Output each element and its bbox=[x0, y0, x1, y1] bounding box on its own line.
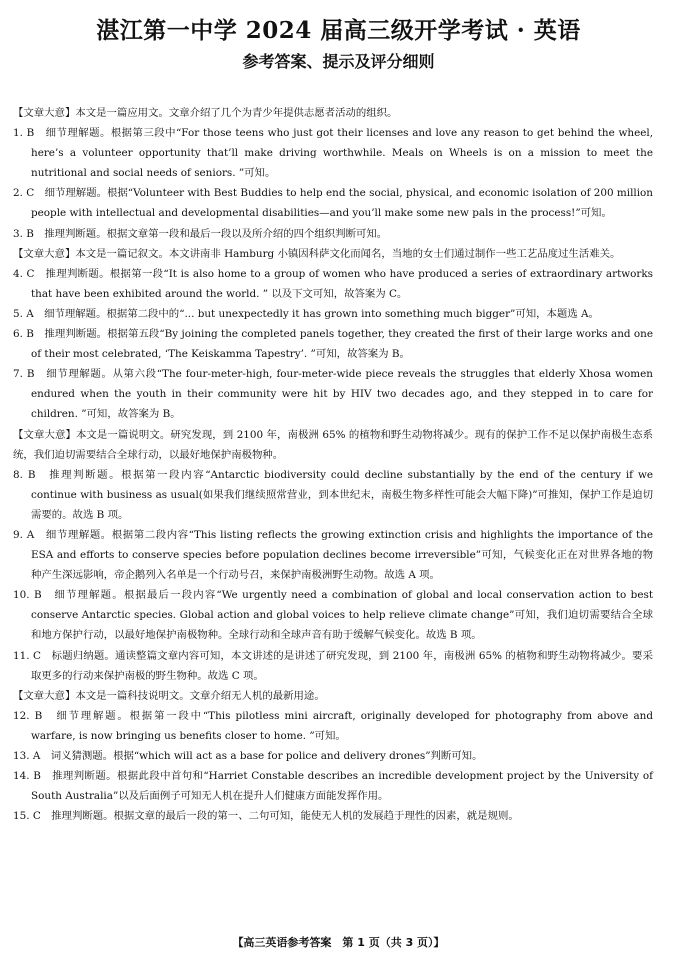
page-subtitle: 参考答案、提示及评分细则 bbox=[242, 52, 435, 71]
answer-body bbox=[13, 103, 653, 826]
answer-item: 5. A 细节理解题。根据第二段中的“... but unexpectedly it has grown into something much bigger”可知，本题选 A。 bbox=[13, 307, 599, 320]
passage-summary: 【文章大意】本文是一篇说明文。研究发现，到 2100 年，南极洲 65% 的植物和野生动物将减少。现有的保护工作不足以保护南极生态系统，我们迫切需要结合全球行动，以最好地保护南极物种。 bbox=[13, 428, 653, 461]
answer-item: 13. A 词义猜测题。根据“which will act as a base for police and delivery drones”判断可知。 bbox=[13, 750, 483, 762]
passage-summary: 【文章大意】本文是一篇记叙文。本文讲南非 Hamburg 小镇因科萨文化而闻名，当地的女士们通过制作一些工艺品度过生活难关。 bbox=[13, 247, 621, 260]
answer-item: 7. B 细节理解题。从第六段“The four-meter-high, four-meter-wide piece reveals the struggles that elderly Xhosa women endured when the youth in their community were hit by HIV two decades ago, and they stepped in to care for children. ”可知，故答案为 B。 bbox=[13, 368, 653, 421]
answer-item: 15. C 推理判断题。根据文章的最后一段的第一、二句可知，能使无人机的发展趋于理性的因素，就是规则。 bbox=[13, 810, 519, 823]
answer-item: 9. A 细节理解题。根据第二段内容“This listing reflects the growing extinction crisis and highlights the importance of the ESA and efforts to conserve species before population declines become irreversible”可知，气候变化正在对世界各地的物种产生深远影响，帝企鹅列入名单是一个行动号召，来保护南极洲野生动物。故选 A 项。 bbox=[13, 528, 653, 582]
answer-item: 2. C 细节理解题。根据“Volunteer with Best Buddies to help end the social, physical, and economic isolation of 200 million people with intellectual and developmental disabilities—and you’ll make some new pals in the process!”可知。 bbox=[13, 187, 653, 220]
answer-item: 10. B 细节理解题。根据最后一段内容“We urgently need a combination of global and local conservation action to best conserve Antarctic species. Global action and global voices to help relieve climate change”可知，我们迫切需要结合全球和地方保护行动，以最好地保护南极物种。全球行动和全球声音有助于缓解气候变化。故选 B 项。 bbox=[13, 589, 653, 642]
page-footer: 【高三英语参考答案 第 1 页（共 3 页）】 bbox=[232, 936, 445, 949]
answer-item: 11. C 标题归纳题。通读整篇文章内容可知，本文讲述的是讲述了研究发现，到 2100 年，南极洲 65% 的植物和野生动物将减少。要采取更多的行动来保护南极的野生物种。故选 C 项。 bbox=[13, 649, 653, 682]
answer-item: 3. B 推理判断题。根据文章第一段和最后一段以及所介绍的四个组织判断可知。 bbox=[13, 227, 388, 240]
passage-summary: 【文章大意】本文是一篇应用文。文章介绍了几个为青少年提供志愿者活动的组织。 bbox=[13, 107, 398, 119]
answer-item: 8. B 推理判断题。根据第一段内容“Antarctic biodiversity could decline substantially by the end of the century if we continue with business as usual(如果我们继续照常营业，到本世纪末，南极生物多样性可能会大幅下降)”可推知，保护工作是迫切需要的。故选 B 项。 bbox=[13, 468, 653, 521]
passage-summary: 【文章大意】本文是一篇科技说明文。文章介绍无人机的最新用途。 bbox=[13, 689, 325, 702]
answer-item: 4. C 推理判断题。根据第一段“It is also home to a group of women who have produced a series of extraordinary artworks that have been exhibited around the world. ” 以及下文可知，故答案为 C。 bbox=[13, 267, 653, 300]
answer-item: 6. B 推理判断题。根据第五段“By joining the completed panels together, they created the first of their large works and one of their most celebrated, ‘The Keiskamma Tapestry’. ”可知，故答案为 B。 bbox=[13, 328, 653, 361]
answer-item: 12. B 细节理解题。根据第一段中“This pilotless mini aircraft, originally developed for photography from above and warfare, is now bringing us benefits closer to home. ”可知。 bbox=[13, 709, 653, 742]
answer-item: 14. B 推理判断题。根据此段中首句和“Harriet Constable describes an incredible development project by the University of South Australia”以及后面例子可知无人机在提升人们健康方面能发挥作用。 bbox=[13, 770, 653, 803]
page-title: 湛江第一中学 2024 届高三级开学考试 · 英语 bbox=[96, 17, 581, 44]
answer-item: 1. B 细节理解题。根据第三段中“For those teens who just got their licenses and love any reason to get behind the wheel, here’s a volunteer opportunity that’ll make driving worthwhile. Meals on Wheels is on a mission to meet the nutritional and social needs of seniors. ”可知。 bbox=[13, 127, 653, 180]
